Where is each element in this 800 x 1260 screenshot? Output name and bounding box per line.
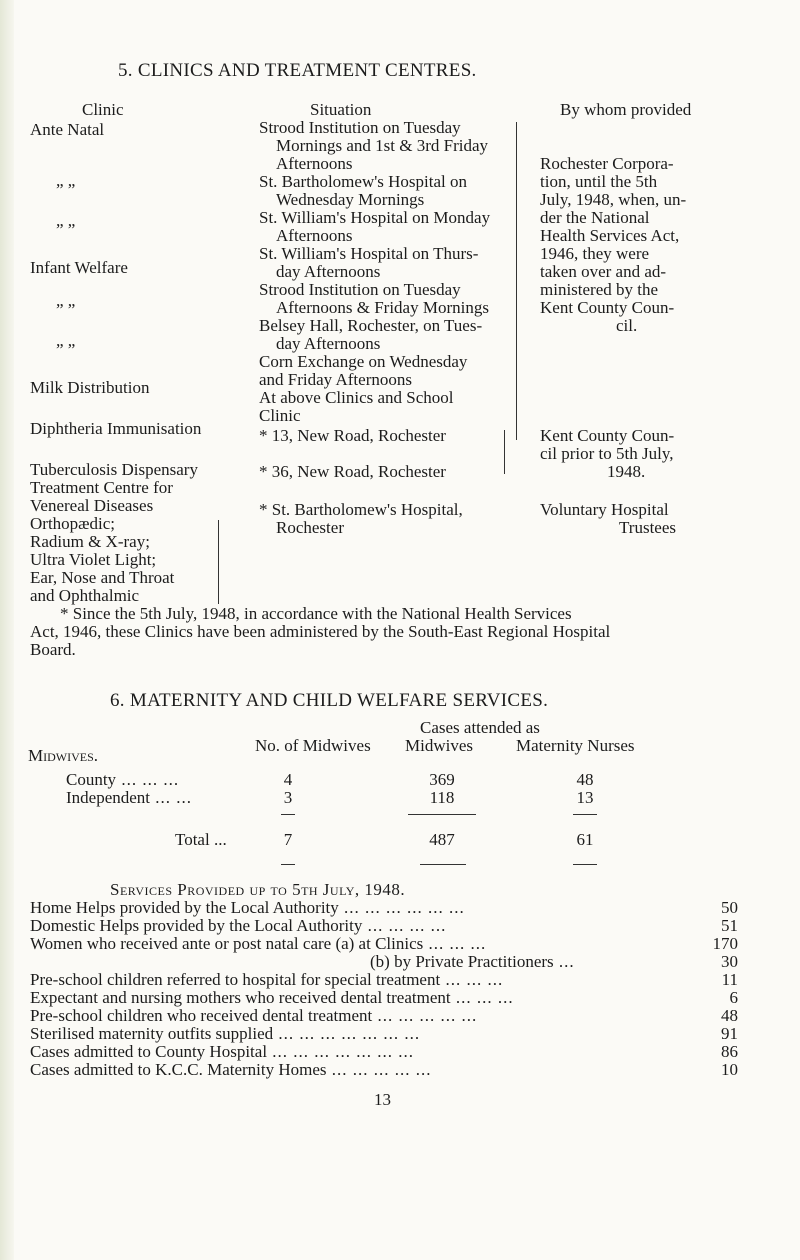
sum-rule (573, 864, 597, 865)
clinic-radium: Radium & X-ray; (30, 532, 150, 551)
situation-line: At above Clinics and School (259, 388, 454, 407)
clinic-milk-distribution: Milk Distribution (30, 378, 150, 397)
clinic-tuberculosis: Tuberculosis Dispensary (30, 460, 198, 479)
clinic-ditto: ” ” (56, 220, 76, 239)
midwives-label: Midwives. (28, 746, 99, 765)
service-label: (b) by Private Practitioners ... (370, 952, 575, 971)
section-5-heading: 5. CLINICS AND TREATMENT CENTRES. (118, 60, 477, 81)
situation-line: Strood Institution on Tuesday (259, 118, 461, 137)
service-value: 170 (712, 934, 738, 953)
clinic-ophthalmic: and Ophthalmic (30, 586, 140, 605)
clinic-column-header: Clinic (82, 100, 124, 119)
service-value: 86 (721, 1042, 738, 1061)
service-label: Women who received ante or post natal care (a) at Clinics ... ... ... (30, 934, 487, 953)
clinic-infant-welfare: Infant Welfare (30, 258, 128, 277)
clinic-ditto: ” ” (56, 340, 76, 359)
situation-line: Wednesday Mornings (276, 190, 425, 209)
service-value: 51 (721, 916, 738, 935)
total-label: Total ... (175, 830, 227, 849)
situation-line: * 13, New Road, Rochester (259, 426, 446, 445)
service-value: 30 (721, 952, 738, 971)
situation-line: Afternoons (276, 226, 353, 245)
situation-line: Belsey Hall, Rochester, on Tues- (259, 316, 483, 335)
situation-line: St. William's Hospital on Monday (259, 208, 491, 227)
service-label: Domestic Helps provided by the Local Authority ... ... ... ... (30, 916, 447, 935)
total-no: 7 (283, 830, 293, 849)
sum-rule (408, 814, 476, 815)
brace (500, 430, 505, 474)
brace (510, 122, 517, 440)
page-number: 13 (374, 1090, 391, 1109)
clinic-diphtheria: Diphtheria Immunisation (30, 419, 202, 438)
cases-attended-header: Cases attended as (420, 718, 540, 737)
service-label: Home Helps provided by the Local Authority ... ... ... ... ... ... (30, 898, 465, 917)
clinic-ante-natal: Ante Natal (30, 120, 105, 139)
service-label: Pre-school children who received dental treatment ... ... ... ... ... (30, 1006, 478, 1025)
provider-line: 1948. (607, 462, 646, 481)
service-value: 91 (721, 1024, 738, 1043)
brace (212, 520, 219, 604)
service-label: Expectant and nursing mothers who received dental treatment ... ... ... (30, 988, 514, 1007)
provider-line: 1946, they were (540, 244, 650, 263)
clinic-ditto: ” ” (56, 180, 76, 199)
provider-line: Kent County Coun- (540, 426, 675, 445)
situation-line: day Afternoons (276, 334, 381, 353)
footnote-line: * Since the 5th July, 1948, in accordance with the National Health Services (60, 604, 572, 623)
provider-line: ministered by the (540, 280, 659, 299)
maternity-nurses-header: Maternity Nurses (516, 736, 635, 755)
cell-county-midwives: 369 (429, 770, 455, 789)
cell-county-nurses: 48 (576, 770, 594, 789)
situation-line: Afternoons (276, 154, 353, 173)
clinic-venereal-1: Treatment Centre for (30, 478, 173, 497)
provider-line: Voluntary Hospital (540, 500, 669, 519)
clinic-venereal-2: Venereal Diseases (30, 496, 154, 515)
total-midwives: 487 (429, 830, 455, 849)
service-value: 6 (729, 988, 738, 1007)
clinic-orthopaedic: Orthopædic; (30, 514, 115, 533)
situation-line: * 36, New Road, Rochester (259, 462, 446, 481)
cell-independent-no: 3 (283, 788, 293, 807)
sum-rule (573, 814, 597, 815)
situation-line: * St. Bartholomew's Hospital, (259, 500, 463, 519)
situation-line: Mornings and 1st & 3rd Friday (276, 136, 489, 155)
total-nurses: 61 (576, 830, 594, 849)
cell-county-no: 4 (283, 770, 293, 789)
footnote-line: Act, 1946, these Clinics have been administered by the South-East Regional Hospital (30, 622, 611, 641)
service-label: Cases admitted to County Hospital ... ... ... ... ... ... ... (30, 1042, 415, 1061)
situation-line: Clinic (259, 406, 301, 425)
cell-independent-nurses: 13 (576, 788, 594, 807)
provider-line: Health Services Act, (540, 226, 680, 245)
service-value: 10 (721, 1060, 738, 1079)
provider-line: der the National (540, 208, 650, 227)
row-label-independent: Independent ... ... (66, 788, 193, 807)
situation-line: day Afternoons (276, 262, 381, 281)
sum-rule (281, 864, 295, 865)
sum-rule (420, 864, 466, 865)
clinic-ditto: ” ” (56, 300, 76, 319)
provider-column-header: By whom provided (560, 100, 692, 119)
situation-line: Corn Exchange on Wednesday (259, 352, 468, 371)
section-6-heading: 6. MATERNITY AND CHILD WELFARE SERVICES. (110, 690, 549, 711)
situation-line: Afternoons & Friday Mornings (276, 298, 489, 317)
row-label-county: County ... ... ... (66, 770, 180, 789)
sum-rule (281, 814, 295, 815)
situation-line: Strood Institution on Tuesday (259, 280, 461, 299)
service-label: Sterilised maternity outfits supplied ... ... ... ... ... ... ... (30, 1024, 421, 1043)
provider-line: Rochester Corpora- (540, 154, 674, 173)
provider-line: July, 1948, when, un- (540, 190, 687, 209)
situation-line: St. Bartholomew's Hospital on (259, 172, 468, 191)
situation-line: Rochester (276, 518, 344, 537)
provider-line: taken over and ad- (540, 262, 667, 281)
page-edge (0, 0, 14, 1260)
service-value: 11 (721, 970, 738, 989)
no-of-midwives-header: No. of Midwives (255, 736, 371, 755)
service-value: 50 (721, 898, 738, 917)
services-heading: Services Provided up to 5th July, 1948. (110, 880, 406, 899)
service-label: Cases admitted to K.C.C. Maternity Homes ... ... ... ... ... (30, 1060, 432, 1079)
clinic-ultra-violet: Ultra Violet Light; (30, 550, 157, 569)
cell-independent-midwives: 118 (429, 788, 455, 807)
provider-line: Trustees (619, 518, 676, 537)
service-label: Pre-school children referred to hospital for special treatment ... ... ... (30, 970, 504, 989)
provider-line: tion, until the 5th (540, 172, 658, 191)
provider-line: cil. (616, 316, 638, 335)
service-value: 48 (721, 1006, 738, 1025)
clinic-ent: Ear, Nose and Throat (30, 568, 175, 587)
provider-line: cil prior to 5th July, (540, 444, 674, 463)
situation-column-header: Situation (310, 100, 372, 119)
footnote-line: Board. (30, 640, 76, 659)
midwives-header: Midwives (405, 736, 473, 755)
situation-line: and Friday Afternoons (259, 370, 412, 389)
provider-line: Kent County Coun- (540, 298, 675, 317)
situation-line: St. William's Hospital on Thurs- (259, 244, 479, 263)
